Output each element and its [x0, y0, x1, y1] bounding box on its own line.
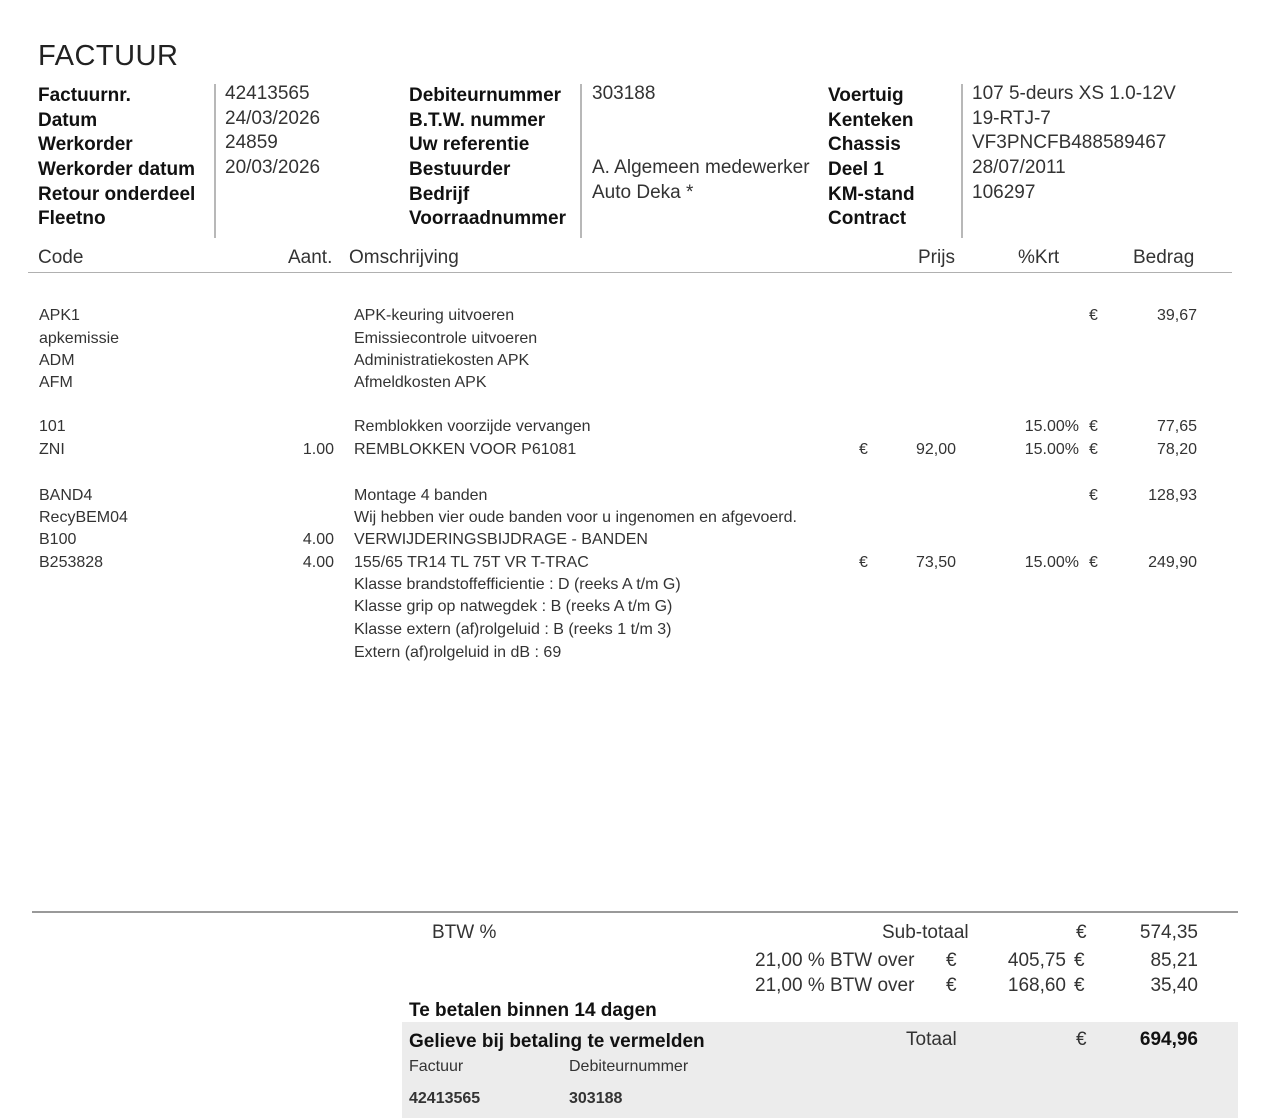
- line-quantity: 4.00: [302, 531, 334, 548]
- line-amount: 128,93: [1148, 487, 1197, 504]
- vat-percent-label: BTW %: [432, 922, 497, 943]
- line-code: ZNI: [39, 441, 65, 458]
- line-discount: 15.00%: [1024, 554, 1079, 571]
- line-code: B253828: [39, 554, 104, 571]
- vat-value: 35,40: [1150, 975, 1198, 996]
- line-code: RecyBEM04: [39, 509, 128, 526]
- vat-base-currency: €: [946, 975, 957, 996]
- line-description: Administratiekosten APK: [354, 352, 530, 369]
- header-field-label: KM-stand: [828, 184, 915, 205]
- line-quantity: 4.00: [302, 554, 334, 571]
- line-amount-currency: €: [1089, 554, 1098, 571]
- header-divider: [214, 84, 216, 238]
- line-description: Emissiecontrole uitvoeren: [354, 330, 538, 347]
- subtotal-currency: €: [1076, 922, 1087, 943]
- reference-debtor-label: Debiteurnummer: [569, 1058, 689, 1075]
- header-field-value: 303188: [592, 83, 656, 104]
- header-field-value: 106297: [972, 182, 1036, 203]
- total-label: Totaal: [906, 1029, 957, 1050]
- line-code: ADM: [39, 352, 75, 369]
- line-quantity: 1.00: [302, 441, 334, 458]
- header-field-label: Bedrijf: [409, 184, 470, 205]
- header-field-label: Deel 1: [828, 159, 884, 180]
- line-code: B100: [39, 531, 77, 548]
- line-discount: 15.00%: [1024, 441, 1079, 458]
- vat-base-currency: €: [946, 950, 957, 971]
- line-description: 155/65 TR14 TL 75T VR T-TRAC: [354, 554, 589, 571]
- header-field-label: Chassis: [828, 134, 901, 155]
- total-value: 694,96: [1139, 1029, 1198, 1050]
- header-field-label: Uw referentie: [409, 134, 530, 155]
- line-discount: 15.00%: [1024, 418, 1079, 435]
- header-field-value: A. Algemeen medewerker: [592, 157, 810, 178]
- line-price: 92,00: [915, 441, 956, 458]
- line-amount-currency: €: [1089, 307, 1098, 324]
- column-header-description: Omschrijving: [349, 247, 459, 268]
- header-field-label: Factuurnr.: [38, 85, 131, 106]
- line-amount-currency: €: [1089, 487, 1098, 504]
- header-field-value: VF3PNCFB488589467: [972, 132, 1167, 153]
- line-amount: 77,65: [1156, 418, 1197, 435]
- line-description: Afmeldkosten APK: [354, 374, 487, 391]
- header-field-value: 20/03/2026: [225, 157, 321, 178]
- header-field-value: 28/07/2011: [972, 157, 1066, 178]
- header-field-value: 19-RTJ-7: [972, 108, 1051, 129]
- reference-debtor-value: 303188: [569, 1090, 623, 1107]
- header-field-value: 42413565: [225, 83, 310, 104]
- header-field-label: B.T.W. nummer: [409, 110, 546, 131]
- line-price-currency: €: [859, 441, 868, 458]
- line-code: AFM: [39, 374, 73, 391]
- header-field-label: Fleetno: [38, 208, 106, 229]
- reference-invoice-value: 42413565: [409, 1090, 481, 1107]
- column-header-discount: %Krt: [1018, 247, 1060, 268]
- vat-row-label: 21,00 % BTW over: [755, 975, 915, 996]
- header-divider: [580, 84, 582, 238]
- column-header-code: Code: [38, 247, 84, 268]
- line-amount-currency: €: [1089, 441, 1098, 458]
- header-separator: [28, 272, 1232, 273]
- header-field-value: 24/03/2026: [225, 108, 321, 129]
- line-description: Extern (af)rolgeluid in dB : 69: [354, 644, 562, 661]
- line-description: Klasse extern (af)rolgeluid : B (reeks 1 t/m 3): [354, 621, 672, 638]
- vat-value: 85,21: [1150, 950, 1198, 971]
- line-description: Klasse grip op natwegdek : B (reeks A t/m G): [354, 598, 673, 615]
- column-header-amount: Bedrag: [1133, 247, 1195, 268]
- vat-currency: €: [1074, 975, 1085, 996]
- line-code: 101: [39, 418, 66, 435]
- line-code: apkemissie: [39, 330, 120, 347]
- header-field-label: Voertuig: [828, 85, 904, 106]
- line-code: BAND4: [39, 487, 93, 504]
- column-header-price: Prijs: [918, 247, 955, 268]
- header-field-label: Bestuurder: [409, 159, 511, 180]
- payment-terms: Te betalen binnen 14 dagen: [409, 1000, 657, 1021]
- line-description: REMBLOKKEN VOOR P61081: [354, 441, 577, 458]
- line-amount-currency: €: [1089, 418, 1098, 435]
- header-field-label: Contract: [828, 208, 907, 229]
- header-field-value: 107 5-deurs XS 1.0-12V: [972, 83, 1176, 104]
- line-amount: 39,67: [1156, 307, 1197, 324]
- totals-separator: [32, 911, 1238, 913]
- line-description: Montage 4 banden: [354, 487, 488, 504]
- vat-base-value: 168,60: [1007, 975, 1066, 996]
- total-currency: €: [1076, 1029, 1087, 1050]
- document-title: FACTUUR: [38, 40, 179, 72]
- vat-base-value: 405,75: [1007, 950, 1066, 971]
- line-price-currency: €: [859, 554, 868, 571]
- subtotal-value: 574,35: [1139, 922, 1198, 943]
- header-field-label: Debiteurnummer: [409, 85, 562, 106]
- subtotal-label: Sub-totaal: [882, 922, 969, 943]
- line-description: Klasse brandstoffefficientie : D (reeks A t/m G): [354, 576, 681, 593]
- header-field-label: Datum: [38, 110, 98, 131]
- header-field-label: Kenteken: [828, 110, 914, 131]
- vat-row-label: 21,00 % BTW over: [755, 950, 915, 971]
- line-amount: 78,20: [1156, 441, 1197, 458]
- line-price: 73,50: [915, 554, 956, 571]
- column-header-quantity: Aant.: [288, 247, 333, 268]
- payment-reference-note: Gelieve bij betaling te vermelden: [409, 1031, 705, 1052]
- line-description: APK-keuring uitvoeren: [354, 307, 515, 324]
- line-description: Wij hebben vier oude banden voor u ingenomen en afgevoerd.: [354, 509, 797, 526]
- header-divider: [961, 84, 963, 238]
- header-field-label: Retour onderdeel: [38, 184, 196, 205]
- line-description: VERWIJDERINGSBIJDRAGE - BANDEN: [354, 531, 648, 548]
- vat-currency: €: [1074, 950, 1085, 971]
- header-field-label: Voorraadnummer: [409, 208, 566, 229]
- header-field-label: Werkorder: [38, 134, 133, 155]
- header-field-value: Auto Deka *: [592, 182, 694, 203]
- header-field-label: Werkorder datum: [38, 159, 195, 180]
- line-code: APK1: [39, 307, 80, 324]
- line-amount: 249,90: [1148, 554, 1197, 571]
- line-description: Remblokken voorzijde vervangen: [354, 418, 591, 435]
- reference-invoice-label: Factuur: [409, 1058, 464, 1075]
- header-field-value: 24859: [225, 132, 278, 153]
